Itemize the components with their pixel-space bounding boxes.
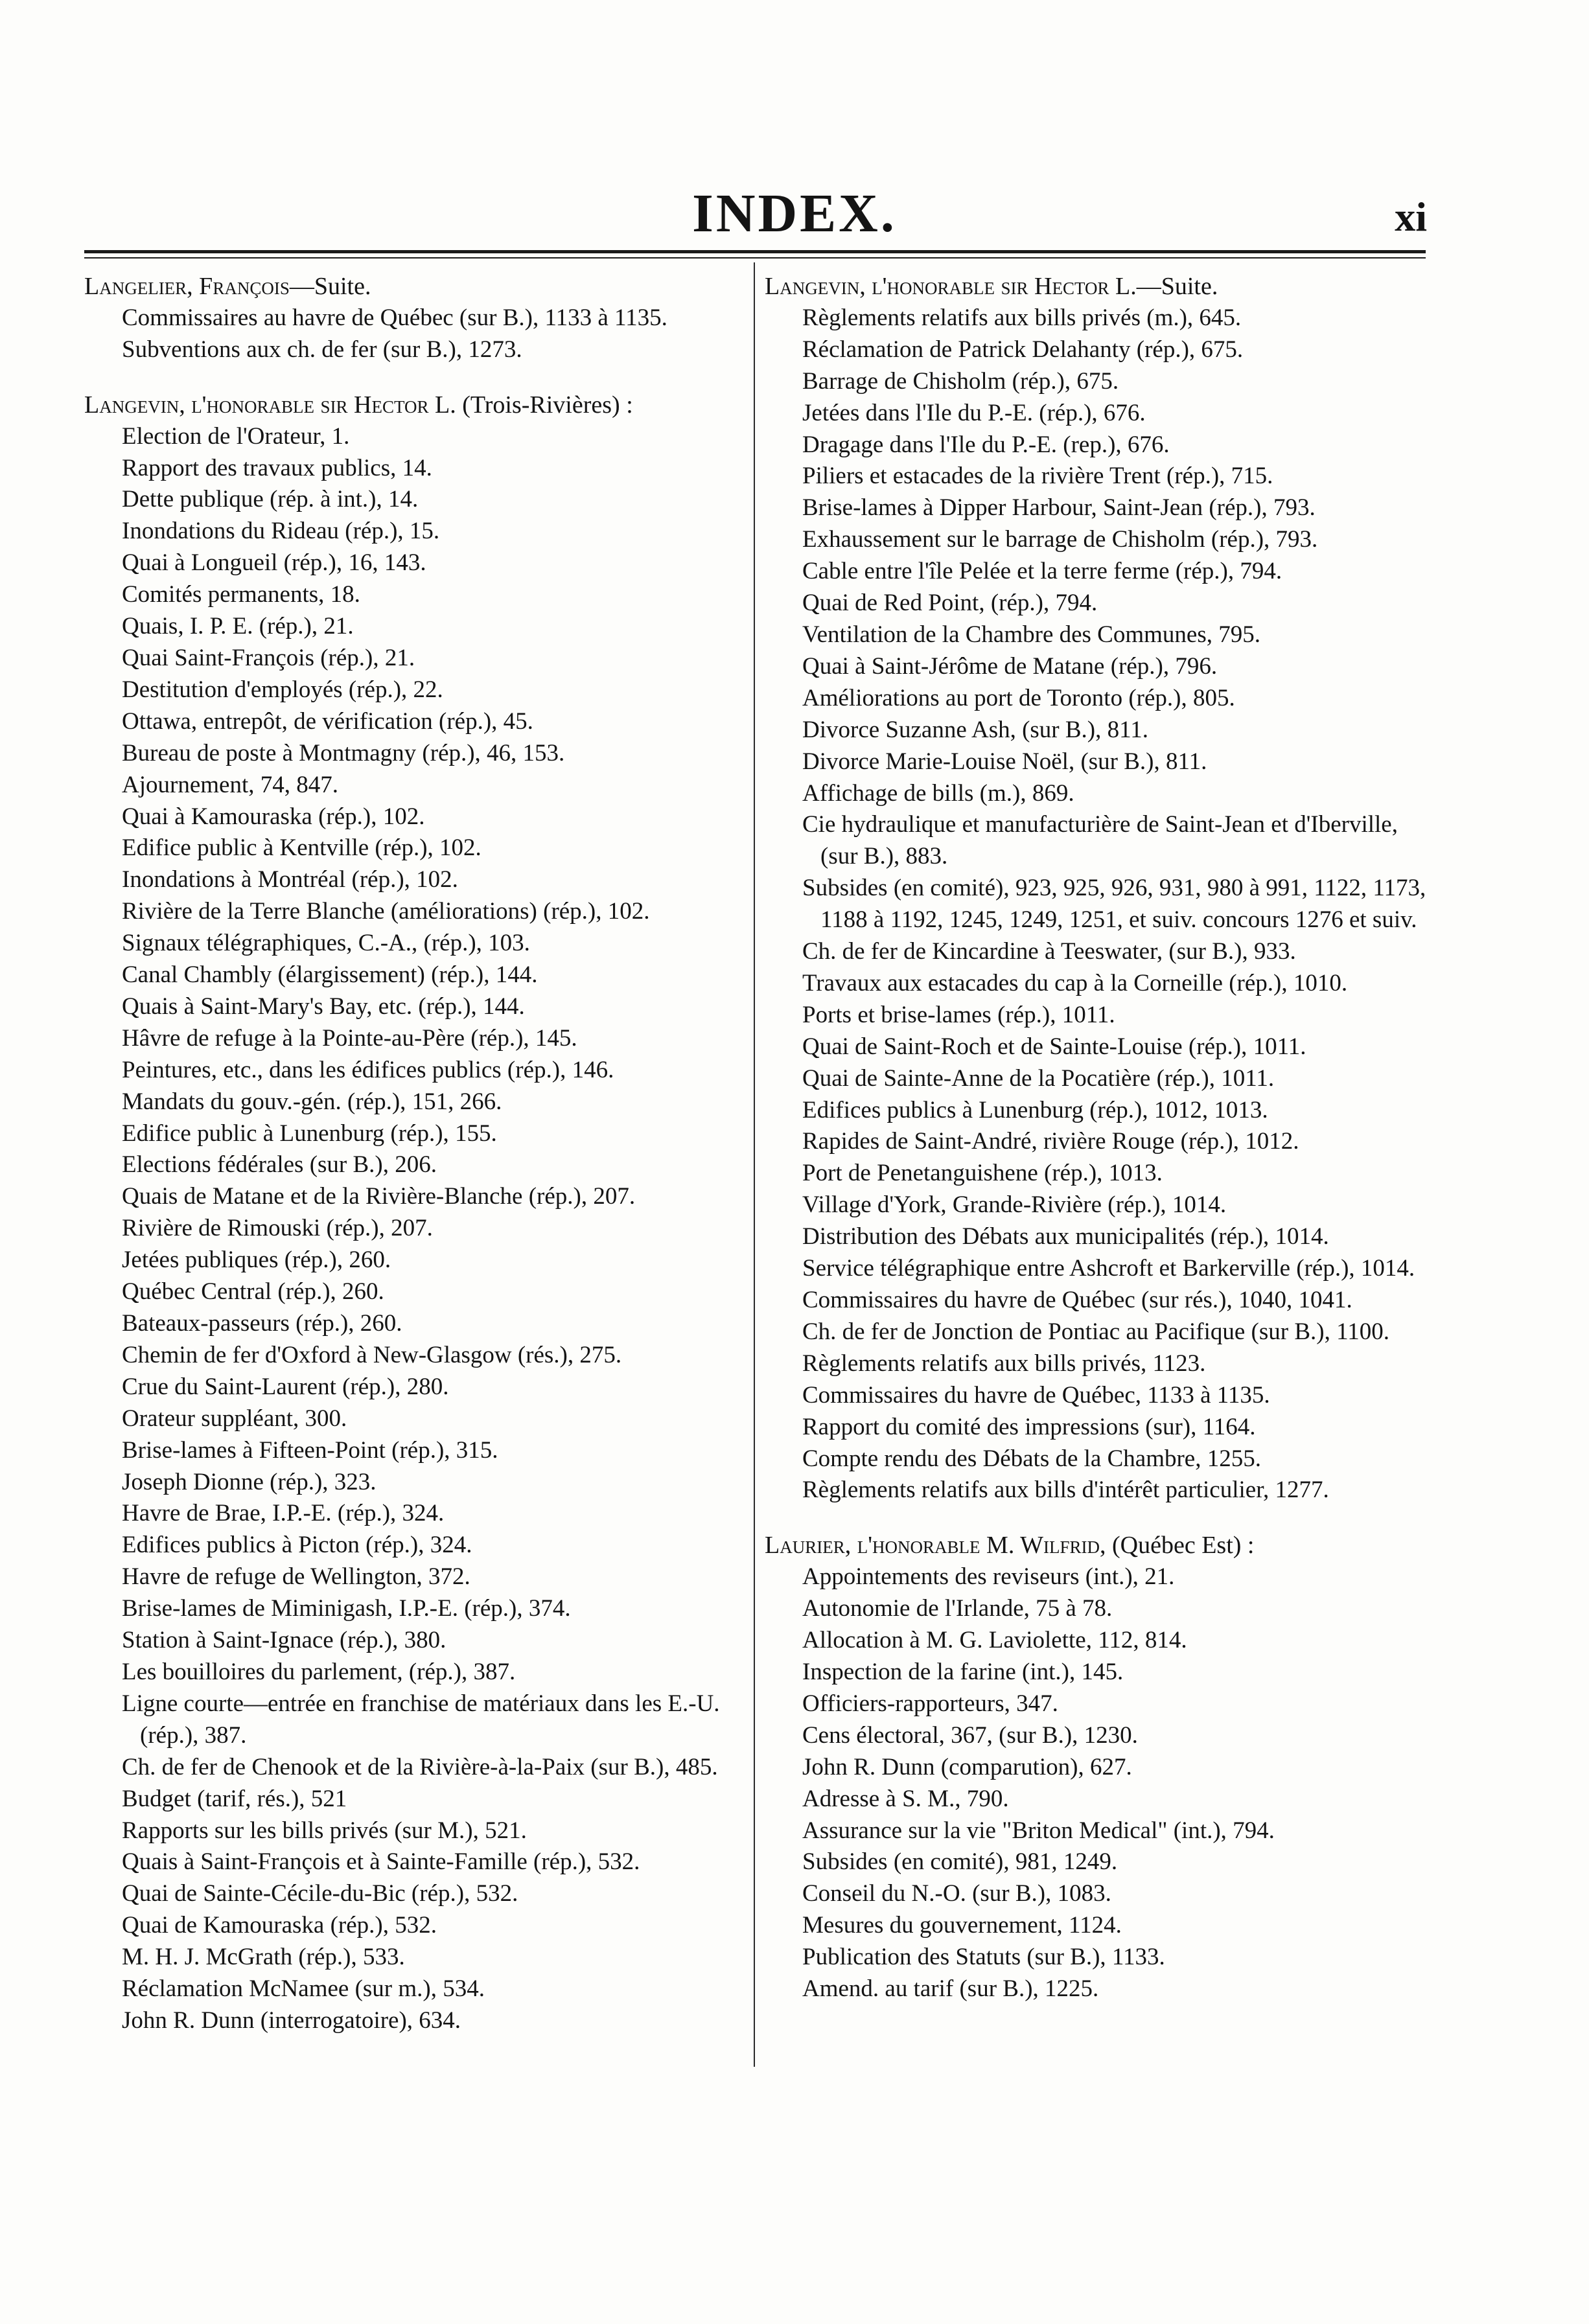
index-item: Ventilation de la Chambre des Communes, 795. [802, 621, 1260, 648]
index-item: Chemin de fer d'Oxford à New-Glasgow (rés.), 275. [122, 1341, 622, 1368]
index-item: Ajournement, 74, 847. [122, 771, 338, 798]
index-item: Quais de Matane et de la Rivière-Blanche (rép.), 207. [122, 1183, 636, 1210]
page-number: xi [1395, 194, 1427, 240]
column-divider [754, 262, 755, 2067]
index-item: Quais à Saint-Mary's Bay, etc. (rép.), 144. [122, 993, 525, 1020]
index-item: Quai Saint-François (rép.), 21. [122, 644, 415, 671]
index-item: Affichage de bills (m.), 869. [802, 779, 1074, 807]
index-item: Améliorations au port de Toronto (rép.), 805. [802, 684, 1235, 711]
index-item: John R. Dunn (comparution), 627. [802, 1753, 1132, 1780]
index-item: Règlements relatifs aux bills privés, 1123. [802, 1350, 1206, 1377]
index-item: Assurance sur la vie "Briton Medical" (int.), 794. [802, 1817, 1275, 1844]
index-item: Mesures du gouvernement, 1124. [802, 1912, 1122, 1939]
index-item: Commissaires du havre de Québec (sur rés.), 1040, 1041. [802, 1287, 1352, 1313]
index-item: Edifices publics à Picton (rép.), 324. [122, 1532, 472, 1559]
index-item: Election de l'Orateur, 1. [122, 422, 350, 450]
index-item: Conseil du N.-O. (sur B.), 1083. [802, 1880, 1111, 1907]
index-item: Quais, I. P. E. (rép.), 21. [122, 613, 354, 640]
entry-heading-name: Laurier, l'honorable M. Wilfrid [765, 1532, 1100, 1559]
index-item: Havre de Brae, I.P.-E. (rép.), 324. [122, 1500, 445, 1527]
index-item: Réclamation McNamee (sur m.), 534. [122, 1975, 485, 2003]
index-item: Adresse à S. M., 790. [802, 1785, 1009, 1812]
index-item: Cens électoral, 367, (sur B.), 1230. [802, 1721, 1138, 1749]
entry-heading-suffix: —Suite. [1136, 273, 1218, 300]
index-item: Publication des Statuts (sur B.), 1133. [802, 1944, 1165, 1971]
index-item: Amend. au tarif (sur B.), 1225. [802, 1975, 1099, 2003]
index-item: M. H. J. McGrath (rép.), 533. [122, 1944, 405, 1971]
index-item: Rapport des travaux publics, 14. [122, 454, 432, 481]
entry-heading [84, 389, 739, 421]
index-item: Station à Saint-Ignace (rép.), 380. [122, 1627, 447, 1654]
index-item: Barrage de Chisholm (rép.), 675. [802, 367, 1119, 395]
entry-heading-name: Langevin, l'honorable sir Hector L. [765, 273, 1137, 300]
index-item: Piliers et estacades de la rivière Trent (rép.), 715. [802, 463, 1273, 490]
index-item: Dette publique (rép. à int.), 14. [122, 486, 419, 513]
index-item: Exhaussement sur le barrage de Chisholm (rép.), 793. [802, 526, 1318, 553]
page-title: INDEX. [692, 183, 897, 244]
index-item: Brise-lames à Dipper Harbour, Saint-Jean (rép.), 793. [802, 494, 1316, 522]
index-entry [765, 1530, 1435, 2005]
index-item: Subsides (en comité), 981, 1249. [802, 1848, 1118, 1876]
index-item: Inondations à Montréal (rép.), 102. [122, 866, 458, 893]
index-item: Quai de Red Point, (rép.), 794. [802, 590, 1098, 617]
index-item: Allocation à M. G. Laviolette, 112, 814. [802, 1627, 1187, 1654]
index-item: Les bouilloires du parlement, (rép.), 387. [122, 1658, 516, 1685]
entry-heading-suffix: (Trois-Rivières) : [456, 391, 633, 419]
index-item: Cie hydraulique et manufacturière de Saint-Jean et d'Iberville, (sur B.), 883. [802, 811, 1398, 870]
index-item: Canal Chambly (élargissement) (rép.), 144. [122, 961, 538, 989]
index-item: Edifice public à Kentville (rép.), 102. [122, 834, 481, 862]
index-item: Ch. de fer de Jonction de Pontiac au Pacifique (sur B.), 1100. [802, 1318, 1389, 1345]
right-column [765, 271, 1435, 2010]
index-item: Elections fédérales (sur B.), 206. [122, 1151, 437, 1179]
index-item: Rapports sur les bills privés (sur M.), 521. [122, 1817, 527, 1844]
index-item: Jetées publiques (rép.), 260. [122, 1247, 391, 1274]
index-item: Commissaires au havre de Québec (sur B.), 1133 à 1135. [122, 304, 667, 331]
index-item: Règlements relatifs aux bills privés (m.), 645. [802, 304, 1242, 331]
index-item: Rivière de Rimouski (rép.), 207. [122, 1215, 433, 1242]
entry-heading-suffix: —Suite. [289, 273, 371, 300]
index-item: Signaux télégraphiques, C.-A., (rép.), 103. [122, 930, 530, 957]
entry-heading-name: Langelier, François [84, 273, 290, 300]
index-item: Divorce Marie-Louise Noël, (sur B.), 811. [802, 748, 1207, 775]
index-item: Commissaires du havre de Québec, 1133 à 1135. [802, 1381, 1270, 1409]
index-item: Orateur suppléant, 300. [122, 1405, 347, 1432]
left-column [84, 271, 739, 2042]
index-item: Destitution d'employés (rép.), 22. [122, 676, 443, 703]
index-item: Inspection de la farine (int.), 145. [802, 1658, 1124, 1685]
index-item: Ch. de fer de Chenook et de la Rivière-à-la-Paix (sur B.), 485. [122, 1753, 718, 1780]
index-item: Subsides (en comité), 923, 925, 926, 931, 980 à 991, 1122, 1173, 1188 à 1192, 1245, 1249, 1251, et suiv. concours 1276 et suiv. [802, 875, 1426, 934]
index-item: Ch. de fer de Kincardine à Teeswater, (sur B.), 933. [802, 938, 1296, 965]
header-rule [84, 250, 1426, 253]
index-item: Cable entre l'île Pelée et la terre ferme (rép.), 794. [802, 558, 1282, 585]
index-item: Quais à Saint-François et à Sainte-Famille (rép.), 532. [122, 1848, 640, 1876]
index-item: Service télégraphique entre Ashcroft et Barkerville (rép.), 1014. [802, 1255, 1415, 1282]
index-item: Quai de Sainte-Cécile-du-Bic (rép.), 532. [122, 1880, 518, 1907]
index-item: Village d'York, Grande-Rivière (rép.), 1014. [802, 1191, 1227, 1219]
entry-heading-name: Langevin, l'honorable sir Hector L. [84, 391, 456, 419]
index-item: Ports et brise-lames (rép.), 1011. [802, 1001, 1115, 1028]
index-item: Travaux aux estacades du cap à la Corneille (rép.), 1010. [802, 969, 1348, 996]
index-item: Quai de Kamouraska (rép.), 532. [122, 1912, 437, 1939]
index-item: Edifice public à Lunenburg (rép.), 155. [122, 1120, 497, 1147]
index-item: Inondations du Rideau (rép.), 15. [122, 518, 440, 545]
index-item: Appointements des reviseurs (int.), 21. [802, 1563, 1175, 1591]
index-item: Quai de Saint-Roch et de Sainte-Louise (rép.), 1011. [802, 1033, 1306, 1060]
index-item: Ottawa, entrepôt, de vérification (rép.), 45. [122, 708, 533, 735]
index-item: John R. Dunn (interrogatoire), 634. [122, 2007, 461, 2034]
entry-heading [765, 1530, 1435, 1561]
index-item: Réclamation de Patrick Delahanty (rép.), 675. [802, 336, 1244, 363]
index-item: Autonomie de l'Irlande, 75 à 78. [802, 1595, 1113, 1622]
index-item: Hâvre de refuge à la Pointe-au-Père (rép.), 145. [122, 1024, 577, 1052]
header-rule-thin [84, 257, 1426, 259]
index-item: Subventions aux ch. de fer (sur B.), 1273. [122, 336, 522, 363]
index-item: Havre de refuge de Wellington, 372. [122, 1563, 470, 1591]
index-item: Ligne courte—entrée en franchise de matériaux dans les E.-U. (rép.), 387. [122, 1690, 720, 1749]
entry-heading [84, 271, 739, 303]
index-item: Peintures, etc., dans les édifices publics (rép.), 146. [122, 1056, 614, 1083]
index-entry [84, 271, 739, 366]
index-item: Brise-lames de Miminigash, I.P.-E. (rép.), 374. [122, 1595, 571, 1622]
index-item: Mandats du gouv.-gén. (rép.), 151, 266. [122, 1088, 502, 1115]
index-item: Edifices publics à Lunenburg (rép.), 1012, 1013. [802, 1096, 1268, 1123]
index-item: Crue du Saint-Laurent (rép.), 280. [122, 1373, 449, 1400]
index-item: Joseph Dionne (rép.), 323. [122, 1468, 377, 1495]
entry-heading [765, 271, 1435, 303]
index-item: Bureau de poste à Montmagny (rép.), 46, 153. [122, 739, 565, 766]
index-item: Officiers-rapporteurs, 347. [802, 1690, 1058, 1717]
index-item: Jetées dans l'Ile du P.-E. (rép.), 676. [802, 399, 1146, 426]
index-item: Quai à Longueil (rép.), 16, 143. [122, 549, 426, 577]
index-item: Distribution des Débats aux municipalités (rép.), 1014. [802, 1223, 1329, 1250]
entry-heading-suffix: , (Québec Est) : [1100, 1532, 1255, 1559]
index-item: Quai à Saint-Jérôme de Matane (rép.), 796. [802, 652, 1218, 680]
index-item: Rapport du comité des impressions (sur), 1164. [802, 1413, 1256, 1440]
index-item: Rapides de Saint-André, rivière Rouge (rép.), 1012. [802, 1128, 1299, 1155]
index-item: Quai à Kamouraska (rép.), 102. [122, 803, 425, 830]
index-item: Bateaux-passeurs (rép.), 260. [122, 1310, 402, 1337]
index-item: Port de Penetanguishene (rép.), 1013. [802, 1160, 1163, 1187]
index-item: Divorce Suzanne Ash, (sur B.), 811. [802, 716, 1149, 743]
index-item: Compte rendu des Débats de la Chambre, 1255. [802, 1445, 1261, 1472]
index-item: Rivière de la Terre Blanche (améliorations) (rép.), 102. [122, 898, 650, 925]
index-item: Règlements relatifs aux bills d'intérêt particulier, 1277. [802, 1477, 1329, 1504]
index-entry [84, 389, 739, 2037]
index-item: Brise-lames à Fifteen-Point (rép.), 315. [122, 1436, 498, 1464]
page-header [0, 181, 1589, 253]
index-item: Quai de Sainte-Anne de la Pocatière (rép.), 1011. [802, 1064, 1275, 1092]
index-item: Québec Central (rép.), 260. [122, 1278, 384, 1306]
index-entry [765, 271, 1435, 1506]
index-item: Budget (tarif, rés.), 521 [122, 1785, 347, 1812]
index-item: Dragage dans l'Ile du P.-E. (rep.), 676. [802, 431, 1170, 458]
index-item: Comités permanents, 18. [122, 581, 360, 608]
